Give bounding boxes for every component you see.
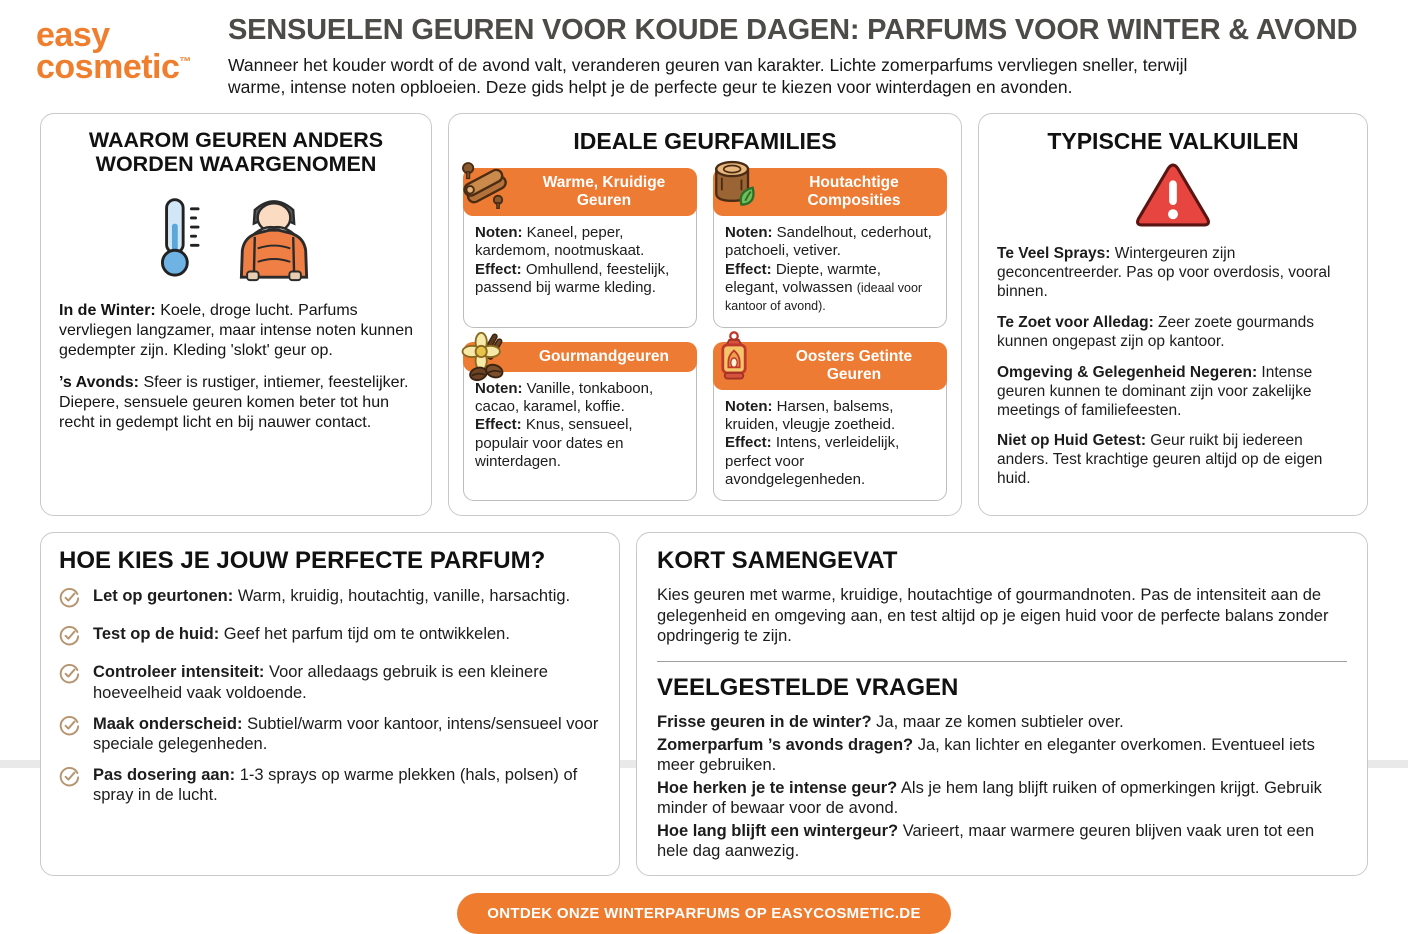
- header: [0, 0, 1408, 109]
- family-card-woody: [713, 168, 947, 327]
- wood-log-icon: [706, 156, 762, 212]
- perception-paragraph-evening: ’s Avonds: Sfeer is rustiger, intiemer, feestelijker. Diepere, sensuele geuren komen beter tot hun recht in gedempt licht en bij nauwer contact.: [59, 374, 409, 431]
- faq-item-summer: Zomerparfum ’s avonds dragen? Ja, kan lichter en eleganter overkomen. Eventueel iets meer gebruiken.: [657, 735, 1315, 774]
- card-summary-faq: [636, 532, 1368, 876]
- families-grid: [463, 168, 947, 501]
- family-header-oriental: Oosters Getinte Geuren: [713, 342, 947, 390]
- faq-item-fresh: Frisse geuren in de winter? Ja, maar ze komen subtieler over.: [657, 712, 1124, 731]
- check-circle-icon: [59, 662, 81, 702]
- check-circle-icon: [59, 624, 81, 651]
- lantern-icon: [706, 330, 762, 386]
- card-howto-title: HOE KIES JE JOUW PERFECTE PARFUM?: [59, 547, 546, 575]
- title-block: [228, 14, 1368, 99]
- discover-winter-perfumes-button[interactable]: ONTDEK ONZE WINTERPARFUMS OP EASYCOSMETIC.DE: [457, 893, 951, 934]
- summary-text: Kies geuren met warme, kruidige, houtachtige of gourmandnoten. Pas de intensiteit aan de gelegenheid en omgeving aan, en test altijd op je eigen huid voor de perfecte balans zonder opdringerig te zijn.: [657, 586, 1329, 646]
- easycosmetic-logo: [36, 14, 196, 86]
- family-body-gourmand: Noten: Vanille, tonkaboon, cacao, karamel, koffie. Effect: Knus, sensueel, populair voor dates en winterdagen.: [475, 379, 654, 470]
- pitfall-sprays: Te Veel Sprays: Wintergeuren zijn geconcentreerder. Pas op voor overdosis, vooral binnen.: [997, 245, 1331, 300]
- list-item: Maak onderscheid: Subtiel/warm voor kantoor, intens/sensueel voor speciale gelegenheden.: [59, 714, 601, 754]
- list-item: Test op de huid: Geef het parfum tijd om te ontwikkelen.: [59, 624, 601, 651]
- faq-title: VEELGESTELDE VRAGEN: [657, 673, 959, 701]
- family-body-woody: Noten: Sandelhout, cederhout, patchoeli, vetiver. Effect: Diepte, warmte, elegant, volwassen (ideaal voor kantoor of avond).: [725, 224, 932, 314]
- family-card-warm-spicy: [463, 168, 697, 327]
- card-families-title: IDEALE GEURFAMILIES: [573, 127, 837, 154]
- vanilla-icon: [456, 330, 512, 386]
- list-item: Pas dosering aan: 1-3 sprays op warme plekken (hals, polsen) of spray in de lucht.: [59, 765, 601, 805]
- bottom-card-row: [0, 532, 1408, 876]
- thermometer-icon: [150, 191, 208, 288]
- trademark-symbol: ™: [179, 54, 191, 69]
- family-body-warm-spicy: Noten: Kaneel, peper, kardemom, nootmuskaat. Effect: Omhullend, feestelijk, passend bij warme kleding.: [475, 224, 670, 297]
- cinnamon-icon: [456, 156, 512, 212]
- card-how-to-choose: [40, 532, 620, 876]
- card-pitfalls-title: TYPISCHE VALKUILEN: [1047, 127, 1299, 154]
- logo-line1: easy: [36, 16, 110, 54]
- card-scent-families: [448, 113, 962, 516]
- divider: [657, 661, 1347, 662]
- summary-title: KORT SAMENGEVAT: [657, 547, 898, 575]
- family-header-gourmand: Gourmandgeuren: [463, 342, 697, 372]
- warning-triangle-icon: [1134, 162, 1212, 233]
- check-circle-icon: [59, 586, 81, 613]
- perception-paragraph-winter: In de Winter: Koele, droge lucht. Parfums vervliegen langzamer, maar intense noten kunnen gedempter zijn. Kleding 'slokt' geur op.: [59, 302, 413, 359]
- family-header-woody: Houtachtige Composities: [713, 168, 947, 216]
- top-card-row: [0, 113, 1408, 516]
- card-perception-title: WAAROM GEUREN ANDERS WORDEN WAARGENOMEN: [88, 127, 384, 177]
- card-perception: [40, 113, 432, 516]
- check-circle-icon: [59, 714, 81, 754]
- list-item: Let op geurtonen: Warm, kruidig, houtachtig, vanille, harsachtig.: [59, 586, 601, 613]
- pitfall-context: Omgeving & Gelegenheid Negeren: Intense geuren kunnen te dominant zijn voor zakelijke meetings of familiefeesten.: [997, 363, 1313, 419]
- card-pitfalls: [978, 113, 1368, 516]
- perception-icons: [59, 187, 413, 288]
- faq-item-intense: Hoe herken je te intense geur? Als je hem lang blijft ruiken of opmerkingen krijgt. Gebruik minder of bewaar voor de avond.: [657, 778, 1322, 818]
- check-circle-icon: [59, 765, 81, 805]
- pitfall-skin-test: Niet op Huid Getest: Geur ruikt bij iedereen anders. Test krachtige geuren altijd op de eigen huid.: [997, 432, 1323, 488]
- page-subtitle: Wanneer het kouder wordt of de avond valt, veranderen geuren van karakter. Lichte zomerparfums vervliegen sneller, terwijl warme, intense noten opbloeien. Deze gids helpt je de perfecte geur te kiezen voor winterdagen en avonden.: [228, 55, 1188, 97]
- pitfall-sweet: Te Zoet voor Alledag: Zeer zoete gourmands kunnen ongepast zijn op kantoor.: [997, 313, 1314, 350]
- page-title: SENSUELEN GEUREN VOOR KOUDE DAGEN: PARFUMS VOOR WINTER & AVOND: [228, 14, 1358, 46]
- logo-line2: cosmetic™: [36, 47, 191, 86]
- family-body-oriental: Noten: Harsen, balsems, kruiden, vleugje zoetheid. Effect: Intens, verleidelijk, perfect voor avondgelegenheden.: [725, 397, 900, 488]
- howto-checklist: [59, 586, 601, 805]
- family-card-gourmand: [463, 342, 697, 501]
- winter-person-icon: [226, 187, 322, 288]
- faq-item-duration: Hoe lang blijft een wintergeur? Varieert, maar warmere geuren blijven vaak uren tot een hele dag aanwezig.: [657, 822, 1315, 861]
- list-item: Controleer intensiteit: Voor alledaags gebruik is een kleinere hoeveelheid vaak voldoende.: [59, 662, 601, 702]
- family-header-warm-spicy: Warme, Kruidige Geuren: [463, 168, 697, 216]
- family-card-oriental: [713, 342, 947, 501]
- cta-row: [0, 893, 1408, 934]
